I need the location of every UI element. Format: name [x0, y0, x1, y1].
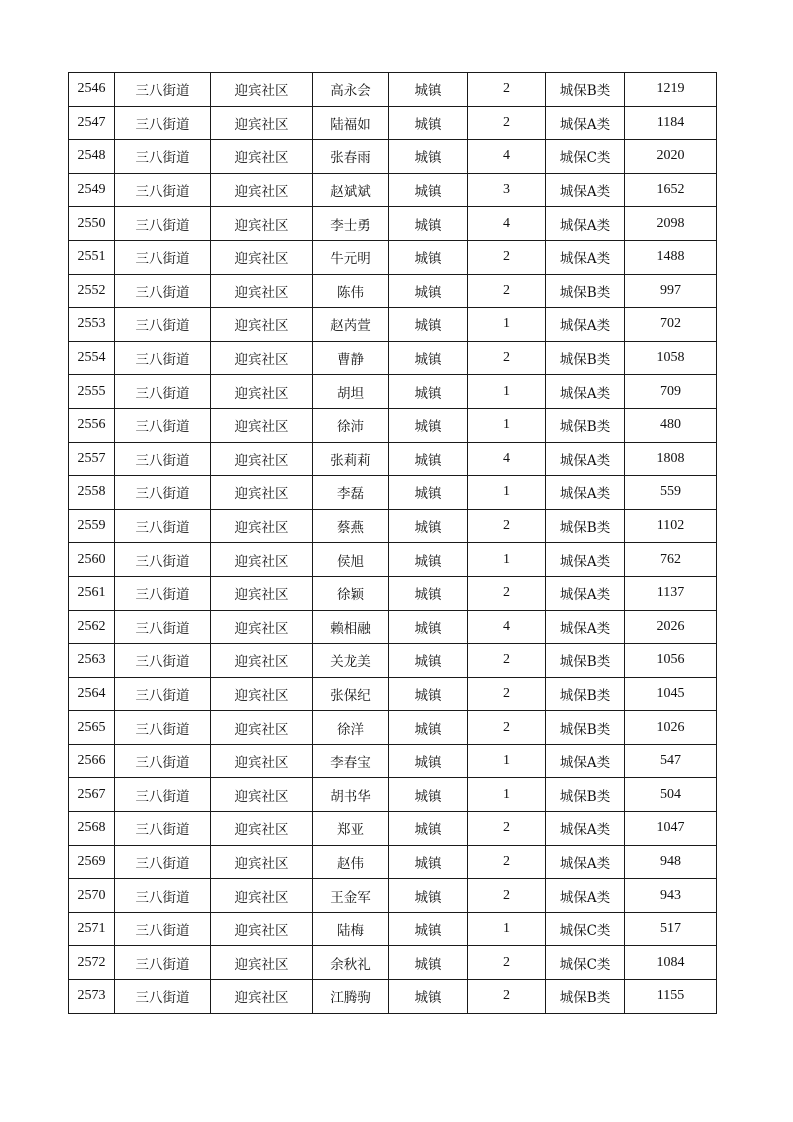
record-id-cell: 2565 [69, 711, 115, 745]
table-row [69, 576, 717, 610]
category-cell: 城保C类 [546, 140, 625, 174]
amount-cell: 1137 [625, 576, 717, 610]
record-id-cell: 2554 [69, 341, 115, 375]
person-name-cell: 胡书华 [313, 778, 389, 812]
table-row [69, 207, 717, 241]
table-row [69, 543, 717, 577]
record-id-cell: 2562 [69, 610, 115, 644]
amount-cell: 547 [625, 744, 717, 778]
roster-table-body [69, 73, 717, 1014]
area-type-cell: 城镇 [389, 812, 468, 846]
community-cell: 迎宾社区 [211, 106, 313, 140]
record-id-cell: 2551 [69, 240, 115, 274]
category-cell: 城保B类 [546, 408, 625, 442]
category-cell: 城保A类 [546, 375, 625, 409]
person-name-cell: 陆福如 [313, 106, 389, 140]
household-size-cell: 2 [468, 946, 546, 980]
category-cell: 城保C类 [546, 946, 625, 980]
community-cell: 迎宾社区 [211, 879, 313, 913]
area-type-cell: 城镇 [389, 408, 468, 442]
area-type-cell: 城镇 [389, 173, 468, 207]
person-name-cell: 余秋礼 [313, 946, 389, 980]
category-cell: 城保B类 [546, 778, 625, 812]
category-cell: 城保B类 [546, 711, 625, 745]
category-cell: 城保B类 [546, 509, 625, 543]
table-row [69, 308, 717, 342]
table-row [69, 845, 717, 879]
community-cell: 迎宾社区 [211, 476, 313, 510]
street-cell: 三八街道 [115, 476, 211, 510]
area-type-cell: 城镇 [389, 543, 468, 577]
household-size-cell: 2 [468, 73, 546, 107]
community-cell: 迎宾社区 [211, 408, 313, 442]
person-name-cell: 徐颖 [313, 576, 389, 610]
community-cell: 迎宾社区 [211, 375, 313, 409]
table-row [69, 408, 717, 442]
table-row [69, 912, 717, 946]
category-cell: 城保A类 [546, 610, 625, 644]
table-row [69, 240, 717, 274]
record-id-cell: 2555 [69, 375, 115, 409]
community-cell: 迎宾社区 [211, 274, 313, 308]
table-row [69, 677, 717, 711]
record-id-cell: 2556 [69, 408, 115, 442]
amount-cell: 1488 [625, 240, 717, 274]
street-cell: 三八街道 [115, 711, 211, 745]
area-type-cell: 城镇 [389, 644, 468, 678]
community-cell: 迎宾社区 [211, 509, 313, 543]
amount-cell: 504 [625, 778, 717, 812]
table-row [69, 73, 717, 107]
person-name-cell: 关龙美 [313, 644, 389, 678]
record-id-cell: 2569 [69, 845, 115, 879]
household-size-cell: 1 [468, 912, 546, 946]
table-row [69, 274, 717, 308]
amount-cell: 517 [625, 912, 717, 946]
amount-cell: 762 [625, 543, 717, 577]
area-type-cell: 城镇 [389, 677, 468, 711]
category-cell: 城保B类 [546, 274, 625, 308]
household-size-cell: 4 [468, 140, 546, 174]
community-cell: 迎宾社区 [211, 543, 313, 577]
table-row [69, 106, 717, 140]
record-id-cell: 2572 [69, 946, 115, 980]
person-name-cell: 徐沛 [313, 408, 389, 442]
household-size-cell: 1 [468, 476, 546, 510]
amount-cell: 702 [625, 308, 717, 342]
area-type-cell: 城镇 [389, 73, 468, 107]
area-type-cell: 城镇 [389, 476, 468, 510]
record-id-cell: 2564 [69, 677, 115, 711]
area-type-cell: 城镇 [389, 341, 468, 375]
record-id-cell: 2561 [69, 576, 115, 610]
area-type-cell: 城镇 [389, 980, 468, 1014]
household-size-cell: 4 [468, 207, 546, 241]
amount-cell: 1056 [625, 644, 717, 678]
street-cell: 三八街道 [115, 308, 211, 342]
category-cell: 城保A类 [546, 207, 625, 241]
table-row [69, 442, 717, 476]
street-cell: 三八街道 [115, 980, 211, 1014]
household-size-cell: 1 [468, 744, 546, 778]
category-cell: 城保B类 [546, 644, 625, 678]
amount-cell: 1084 [625, 946, 717, 980]
household-size-cell: 2 [468, 980, 546, 1014]
category-cell: 城保A类 [546, 308, 625, 342]
amount-cell: 1219 [625, 73, 717, 107]
record-id-cell: 2571 [69, 912, 115, 946]
street-cell: 三八街道 [115, 543, 211, 577]
community-cell: 迎宾社区 [211, 711, 313, 745]
record-id-cell: 2552 [69, 274, 115, 308]
area-type-cell: 城镇 [389, 912, 468, 946]
category-cell: 城保A类 [546, 442, 625, 476]
record-id-cell: 2548 [69, 140, 115, 174]
street-cell: 三八街道 [115, 845, 211, 879]
community-cell: 迎宾社区 [211, 207, 313, 241]
person-name-cell: 赵伟 [313, 845, 389, 879]
category-cell: 城保A类 [546, 543, 625, 577]
amount-cell: 1102 [625, 509, 717, 543]
record-id-cell: 2558 [69, 476, 115, 510]
roster-table [68, 72, 717, 1014]
community-cell: 迎宾社区 [211, 442, 313, 476]
person-name-cell: 陆梅 [313, 912, 389, 946]
street-cell: 三八街道 [115, 812, 211, 846]
table-row [69, 778, 717, 812]
record-id-cell: 2570 [69, 879, 115, 913]
household-size-cell: 2 [468, 274, 546, 308]
category-cell: 城保A类 [546, 879, 625, 913]
category-cell: 城保A类 [546, 476, 625, 510]
record-id-cell: 2546 [69, 73, 115, 107]
area-type-cell: 城镇 [389, 711, 468, 745]
table-row [69, 644, 717, 678]
table-row [69, 812, 717, 846]
street-cell: 三八街道 [115, 576, 211, 610]
street-cell: 三八街道 [115, 912, 211, 946]
person-name-cell: 蔡燕 [313, 509, 389, 543]
table-row [69, 173, 717, 207]
table-row [69, 375, 717, 409]
person-name-cell: 张莉莉 [313, 442, 389, 476]
community-cell: 迎宾社区 [211, 778, 313, 812]
person-name-cell: 江腾驹 [313, 980, 389, 1014]
street-cell: 三八街道 [115, 879, 211, 913]
amount-cell: 943 [625, 879, 717, 913]
household-size-cell: 1 [468, 308, 546, 342]
table-row [69, 341, 717, 375]
community-cell: 迎宾社区 [211, 845, 313, 879]
person-name-cell: 曹静 [313, 341, 389, 375]
street-cell: 三八街道 [115, 677, 211, 711]
record-id-cell: 2549 [69, 173, 115, 207]
household-size-cell: 2 [468, 644, 546, 678]
household-size-cell: 2 [468, 879, 546, 913]
record-id-cell: 2557 [69, 442, 115, 476]
amount-cell: 559 [625, 476, 717, 510]
amount-cell: 948 [625, 845, 717, 879]
amount-cell: 1155 [625, 980, 717, 1014]
record-id-cell: 2560 [69, 543, 115, 577]
category-cell: 城保B类 [546, 980, 625, 1014]
category-cell: 城保A类 [546, 173, 625, 207]
street-cell: 三八街道 [115, 509, 211, 543]
household-size-cell: 1 [468, 375, 546, 409]
street-cell: 三八街道 [115, 744, 211, 778]
community-cell: 迎宾社区 [211, 173, 313, 207]
community-cell: 迎宾社区 [211, 73, 313, 107]
street-cell: 三八街道 [115, 442, 211, 476]
category-cell: 城保A类 [546, 240, 625, 274]
person-name-cell: 李春宝 [313, 744, 389, 778]
area-type-cell: 城镇 [389, 308, 468, 342]
community-cell: 迎宾社区 [211, 744, 313, 778]
person-name-cell: 胡坦 [313, 375, 389, 409]
amount-cell: 1652 [625, 173, 717, 207]
category-cell: 城保B类 [546, 341, 625, 375]
community-cell: 迎宾社区 [211, 946, 313, 980]
street-cell: 三八街道 [115, 610, 211, 644]
area-type-cell: 城镇 [389, 946, 468, 980]
area-type-cell: 城镇 [389, 375, 468, 409]
household-size-cell: 2 [468, 812, 546, 846]
record-id-cell: 2573 [69, 980, 115, 1014]
household-size-cell: 3 [468, 173, 546, 207]
amount-cell: 1047 [625, 812, 717, 846]
category-cell: 城保B类 [546, 677, 625, 711]
table-row [69, 879, 717, 913]
area-type-cell: 城镇 [389, 778, 468, 812]
record-id-cell: 2550 [69, 207, 115, 241]
area-type-cell: 城镇 [389, 744, 468, 778]
category-cell: 城保A类 [546, 576, 625, 610]
person-name-cell: 王金军 [313, 879, 389, 913]
community-cell: 迎宾社区 [211, 576, 313, 610]
amount-cell: 1058 [625, 341, 717, 375]
area-type-cell: 城镇 [389, 610, 468, 644]
person-name-cell: 张春雨 [313, 140, 389, 174]
street-cell: 三八街道 [115, 274, 211, 308]
category-cell: 城保A类 [546, 845, 625, 879]
person-name-cell: 侯旭 [313, 543, 389, 577]
person-name-cell: 赖相融 [313, 610, 389, 644]
amount-cell: 1184 [625, 106, 717, 140]
street-cell: 三八街道 [115, 644, 211, 678]
person-name-cell: 陈伟 [313, 274, 389, 308]
household-size-cell: 2 [468, 240, 546, 274]
record-id-cell: 2559 [69, 509, 115, 543]
street-cell: 三八街道 [115, 207, 211, 241]
amount-cell: 2020 [625, 140, 717, 174]
street-cell: 三八街道 [115, 240, 211, 274]
area-type-cell: 城镇 [389, 442, 468, 476]
table-row [69, 610, 717, 644]
category-cell: 城保A类 [546, 106, 625, 140]
record-id-cell: 2547 [69, 106, 115, 140]
person-name-cell: 李磊 [313, 476, 389, 510]
person-name-cell: 赵斌斌 [313, 173, 389, 207]
amount-cell: 709 [625, 375, 717, 409]
table-row [69, 980, 717, 1014]
community-cell: 迎宾社区 [211, 240, 313, 274]
street-cell: 三八街道 [115, 375, 211, 409]
community-cell: 迎宾社区 [211, 308, 313, 342]
area-type-cell: 城镇 [389, 106, 468, 140]
household-size-cell: 2 [468, 509, 546, 543]
household-size-cell: 2 [468, 677, 546, 711]
category-cell: 城保A类 [546, 812, 625, 846]
record-id-cell: 2566 [69, 744, 115, 778]
amount-cell: 2098 [625, 207, 717, 241]
street-cell: 三八街道 [115, 946, 211, 980]
area-type-cell: 城镇 [389, 845, 468, 879]
street-cell: 三八街道 [115, 408, 211, 442]
household-size-cell: 2 [468, 341, 546, 375]
person-name-cell: 李士勇 [313, 207, 389, 241]
amount-cell: 1808 [625, 442, 717, 476]
street-cell: 三八街道 [115, 173, 211, 207]
household-size-cell: 1 [468, 543, 546, 577]
community-cell: 迎宾社区 [211, 812, 313, 846]
record-id-cell: 2553 [69, 308, 115, 342]
table-row [69, 711, 717, 745]
household-size-cell: 4 [468, 610, 546, 644]
category-cell: 城保C类 [546, 912, 625, 946]
household-size-cell: 2 [468, 711, 546, 745]
table-row [69, 744, 717, 778]
amount-cell: 997 [625, 274, 717, 308]
person-name-cell: 郑亚 [313, 812, 389, 846]
person-name-cell: 赵芮萱 [313, 308, 389, 342]
area-type-cell: 城镇 [389, 274, 468, 308]
person-name-cell: 张保纪 [313, 677, 389, 711]
community-cell: 迎宾社区 [211, 610, 313, 644]
street-cell: 三八街道 [115, 140, 211, 174]
category-cell: 城保B类 [546, 73, 625, 107]
household-size-cell: 1 [468, 408, 546, 442]
amount-cell: 1045 [625, 677, 717, 711]
household-size-cell: 2 [468, 845, 546, 879]
street-cell: 三八街道 [115, 73, 211, 107]
community-cell: 迎宾社区 [211, 140, 313, 174]
record-id-cell: 2563 [69, 644, 115, 678]
record-id-cell: 2568 [69, 812, 115, 846]
table-row [69, 476, 717, 510]
community-cell: 迎宾社区 [211, 644, 313, 678]
community-cell: 迎宾社区 [211, 912, 313, 946]
community-cell: 迎宾社区 [211, 341, 313, 375]
category-cell: 城保A类 [546, 744, 625, 778]
area-type-cell: 城镇 [389, 509, 468, 543]
street-cell: 三八街道 [115, 778, 211, 812]
person-name-cell: 牛元明 [313, 240, 389, 274]
table-row [69, 509, 717, 543]
table-row [69, 140, 717, 174]
person-name-cell: 徐洋 [313, 711, 389, 745]
household-size-cell: 4 [468, 442, 546, 476]
amount-cell: 480 [625, 408, 717, 442]
person-name-cell: 高永会 [313, 73, 389, 107]
amount-cell: 1026 [625, 711, 717, 745]
amount-cell: 2026 [625, 610, 717, 644]
table-row [69, 946, 717, 980]
record-id-cell: 2567 [69, 778, 115, 812]
area-type-cell: 城镇 [389, 240, 468, 274]
community-cell: 迎宾社区 [211, 677, 313, 711]
street-cell: 三八街道 [115, 106, 211, 140]
area-type-cell: 城镇 [389, 140, 468, 174]
area-type-cell: 城镇 [389, 576, 468, 610]
household-size-cell: 1 [468, 778, 546, 812]
area-type-cell: 城镇 [389, 207, 468, 241]
street-cell: 三八街道 [115, 341, 211, 375]
area-type-cell: 城镇 [389, 879, 468, 913]
household-size-cell: 2 [468, 106, 546, 140]
household-size-cell: 2 [468, 576, 546, 610]
community-cell: 迎宾社区 [211, 980, 313, 1014]
